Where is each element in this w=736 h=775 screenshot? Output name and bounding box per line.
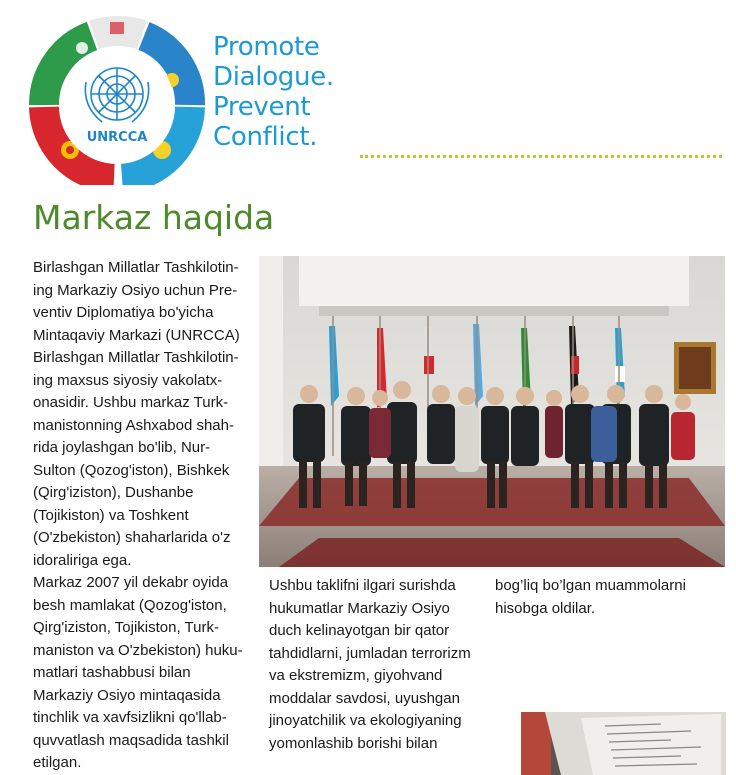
page-title: Markaz haqida bbox=[33, 198, 275, 237]
text-line: Sulton (Qozog'iston), Bishkek bbox=[33, 461, 230, 479]
paragraph-history bbox=[33, 572, 265, 775]
text-line: ing Markaziy Osiyo uchun Pre- bbox=[33, 281, 238, 299]
text-line: va ekstremizm, giyohvand bbox=[269, 667, 443, 684]
slogan-line: Dialogue. bbox=[213, 62, 334, 92]
text-line: etilgan. bbox=[33, 754, 82, 771]
text-line: Birlashgan Millatlar Tashkilotin- bbox=[33, 349, 239, 366]
header bbox=[0, 0, 736, 190]
text-line: matlari tashabbusi bilan bbox=[33, 664, 191, 681]
text-line: maniston va O'zbekiston) huku- bbox=[33, 641, 243, 659]
text-line: tahdidlarni, jumladan terrorizm bbox=[269, 644, 471, 662]
group-photo bbox=[259, 256, 725, 567]
slogan-line: Prevent bbox=[213, 92, 311, 122]
text-line: Markaziy Osiyo mintaqasida bbox=[33, 686, 221, 704]
slogan-line: Conflict. bbox=[213, 122, 318, 152]
text-line: (Qirg'iziston), Dushanbe bbox=[33, 484, 194, 501]
text-line: (O'zbekiston) shaharlarida o'z bbox=[33, 529, 231, 546]
text-line: onasidir. Ushbu markaz Turk- bbox=[33, 394, 229, 411]
text-line: hukumatlar Markaziy Osiyo bbox=[269, 599, 450, 617]
document-photo bbox=[521, 712, 726, 775]
text-line: Qirg'iziston, Tojikiston, Turk- bbox=[33, 619, 219, 636]
text-line: besh mamlakat (Qozog'iston, bbox=[33, 596, 227, 614]
text-line: jinoyatchilik va ekologiyaning bbox=[269, 712, 462, 729]
text-line: duch kelinayotgan bir qator bbox=[269, 622, 450, 639]
svg-text:UNRCCA: UNRCCA bbox=[86, 130, 148, 145]
text-line: Mintaqaviy Markazi (UNRCCA) bbox=[33, 326, 240, 344]
text-line: bog’liq bo’lgan muammolarni bbox=[495, 577, 686, 594]
text-line: ventiv Diplomatiya bo'yicha bbox=[33, 304, 214, 321]
text-line: moddalar savdosi, uyushgan bbox=[269, 689, 460, 707]
paragraph-continuation bbox=[495, 575, 717, 620]
text-line: hisobga oldilar. bbox=[495, 599, 596, 617]
text-line: yomonlashib borishi bilan bbox=[269, 734, 438, 752]
unrcca-logo bbox=[22, 10, 212, 185]
text-line: tinchlik va xavfsizlikni qo'llab- bbox=[33, 709, 227, 726]
text-line: idoraliriga ega. bbox=[33, 551, 132, 569]
paragraph-threats bbox=[269, 575, 491, 755]
slogan bbox=[213, 32, 334, 152]
text-line: rida joylashgan bo'lib, Nur- bbox=[33, 439, 211, 456]
dotted-divider bbox=[360, 155, 722, 158]
text-line: quvvatlash maqsadida tashkil bbox=[33, 731, 229, 749]
text-line: (Tojikiston) va Toshkent bbox=[33, 506, 189, 524]
slogan-line: Promote bbox=[213, 32, 320, 62]
text-line: Markaz 2007 yil dekabr oyida bbox=[33, 574, 229, 591]
text-line: ing maxsus siyosiy vakolatx- bbox=[33, 371, 223, 389]
paragraph-intro bbox=[33, 257, 265, 572]
text-line: Ushbu taklifni ilgari surishda bbox=[269, 577, 456, 594]
text-line: manistonning Ashxabod shah- bbox=[33, 416, 234, 434]
text-line: Birlashgan Millatlar Tashkilotin- bbox=[33, 259, 239, 276]
